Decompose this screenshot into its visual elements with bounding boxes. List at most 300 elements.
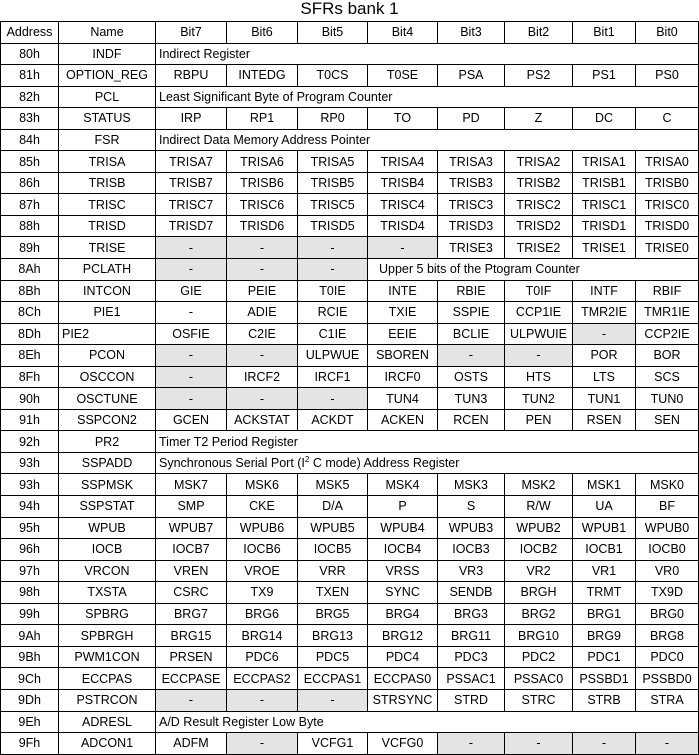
bit-cell: C (636, 108, 699, 130)
bit-cell: - (298, 237, 368, 259)
bit-cell: TRISD5 (298, 215, 368, 237)
bit-cell: PEIE (227, 280, 298, 302)
bit-cell: TO (368, 108, 438, 130)
table-row (1, 668, 699, 690)
bit-cell: - (505, 733, 573, 755)
bit-cell: - (438, 345, 505, 367)
bit-cell: IOCB1 (573, 539, 636, 561)
address-cell: 88h (1, 215, 59, 237)
register-name-cell: OSCTUNE (59, 388, 156, 410)
address-cell: 9Ah (1, 625, 59, 647)
bit-cell: - (156, 237, 227, 259)
bit-cell: TRMT (573, 582, 636, 604)
table-row (1, 474, 699, 496)
bit-cell: BRG15 (156, 625, 227, 647)
bit-cell: S (438, 496, 505, 518)
register-name-cell: OPTION_REG (59, 65, 156, 87)
bit-cell: TRISC3 (438, 194, 505, 216)
bit-cell: PDC4 (368, 646, 438, 668)
bit-cell: D/A (298, 496, 368, 518)
bit-cell: TRISD7 (156, 215, 227, 237)
bit-cell: WPUB7 (156, 517, 227, 539)
bit-cell: VR2 (505, 560, 573, 582)
bit-cell: TRISA0 (636, 151, 699, 173)
register-description: Indirect Data Memory Address Pointer (156, 129, 699, 151)
bit-cell: SMP (156, 496, 227, 518)
bit-cell: TRISB4 (368, 172, 438, 194)
bit-cell: GIE (156, 280, 227, 302)
bit-cell: MSK3 (438, 474, 505, 496)
table-row (1, 237, 699, 259)
bit-cell: VRSS (368, 560, 438, 582)
bit-cell: TRISE3 (438, 237, 505, 259)
bit-cell: LTS (573, 366, 636, 388)
bit-cell: BRG13 (298, 625, 368, 647)
bit-cell: PDC6 (227, 646, 298, 668)
bit-cell: BRG5 (298, 603, 368, 625)
bit-cell: SEN (636, 409, 699, 431)
bit-cell: - (156, 689, 227, 711)
table-row (1, 517, 699, 539)
bit-cell: RP0 (298, 108, 368, 130)
bit-cell: SSPIE (438, 302, 505, 324)
column-header: Name (59, 22, 156, 44)
bit-cell: PDC3 (438, 646, 505, 668)
table-row (1, 409, 699, 431)
column-header: Bit3 (438, 22, 505, 44)
bit-cell: GCEN (156, 409, 227, 431)
column-header: Bit6 (227, 22, 298, 44)
address-cell: 8Bh (1, 280, 59, 302)
table-row (1, 366, 699, 388)
bit-cell: TXIE (368, 302, 438, 324)
table-row (1, 689, 699, 711)
table-row (1, 388, 699, 410)
bit-cell: BRG8 (636, 625, 699, 647)
bit-cell: BRG9 (573, 625, 636, 647)
table-row (1, 215, 699, 237)
bit-cell: PDC1 (573, 646, 636, 668)
bit-cell: IOCB2 (505, 539, 573, 561)
bit-cell: ACKEN (368, 409, 438, 431)
bit-cell: - (298, 388, 368, 410)
bit-cell: TRISE1 (573, 237, 636, 259)
bit-cell: RCIE (298, 302, 368, 324)
bit-cell: TRISB6 (227, 172, 298, 194)
bit-cell: PSSAC0 (505, 668, 573, 690)
bit-cell: SYNC (368, 582, 438, 604)
bit-cell: - (636, 733, 699, 755)
table-row (1, 625, 699, 647)
bit-cell: MSK6 (227, 474, 298, 496)
page-title: SFRs bank 1 (300, 0, 399, 18)
bit-cell: ECCPAS0 (368, 668, 438, 690)
bit-cell: RCEN (438, 409, 505, 431)
register-name-cell: PSTRCON (59, 689, 156, 711)
bit-cell: TRISC5 (298, 194, 368, 216)
address-cell: 81h (1, 65, 59, 87)
bit-cell: TRISB1 (573, 172, 636, 194)
bit-cell: - (156, 366, 227, 388)
bit-cell: RSEN (573, 409, 636, 431)
bit-cell: IRP (156, 108, 227, 130)
bit-cell: MSK0 (636, 474, 699, 496)
bit-cell: SENDB (438, 582, 505, 604)
register-name-cell: SPBRGH (59, 625, 156, 647)
bit-cell: TRISD0 (636, 215, 699, 237)
register-name-cell: TRISA (59, 151, 156, 173)
bit-cell: BRG0 (636, 603, 699, 625)
bit-cell: PSSAC1 (438, 668, 505, 690)
bit-cell: T0CS (298, 65, 368, 87)
table-row (1, 582, 699, 604)
bit-cell: T0SE (368, 65, 438, 87)
register-name-cell: VRCON (59, 560, 156, 582)
bit-cell: BCLIE (438, 323, 505, 345)
bit-cell: PS2 (505, 65, 573, 87)
register-name-cell: PR2 (59, 431, 156, 453)
address-cell: 8Dh (1, 323, 59, 345)
bit-cell: TRISD3 (438, 215, 505, 237)
table-row (1, 302, 699, 324)
address-cell: 93h (1, 474, 59, 496)
bit-cell: T0IF (505, 280, 573, 302)
table-row (1, 560, 699, 582)
table-row (1, 733, 699, 755)
bit-cell: TXEN (298, 582, 368, 604)
bit-cell: T0IE (298, 280, 368, 302)
bit-cell: TRISC0 (636, 194, 699, 216)
bit-cell: WPUB0 (636, 517, 699, 539)
address-cell: 94h (1, 496, 59, 518)
register-name-cell: TXSTA (59, 582, 156, 604)
address-cell: 84h (1, 129, 59, 151)
bit-cell: PD (438, 108, 505, 130)
bit-cell: ECCPASE (156, 668, 227, 690)
bit-cell: ADIE (227, 302, 298, 324)
address-cell: 9Fh (1, 733, 59, 755)
table-row (1, 539, 699, 561)
bit-cell: RBIF (636, 280, 699, 302)
bit-cell: TRISD1 (573, 215, 636, 237)
bit-cell: PRSEN (156, 646, 227, 668)
address-cell: 86h (1, 172, 59, 194)
table-row (1, 711, 699, 733)
column-header: Bit5 (298, 22, 368, 44)
register-description: Synchronous Serial Port ($I^2$ C mode) Address Register (156, 452, 699, 474)
table-row (1, 646, 699, 668)
bit-cell: TRISC1 (573, 194, 636, 216)
address-cell: 8Eh (1, 345, 59, 367)
bit-cell: TRISE0 (636, 237, 699, 259)
address-cell: 98h (1, 582, 59, 604)
table-row (1, 43, 699, 65)
bit-cell: TRISB2 (505, 172, 573, 194)
bit-cell: - (156, 302, 227, 324)
bit-cell: ACKSTAT (227, 409, 298, 431)
bit-cell: VROE (227, 560, 298, 582)
bit-cell: PDC2 (505, 646, 573, 668)
bit-cell: WPUB2 (505, 517, 573, 539)
register-name-cell: OSCCON (59, 366, 156, 388)
bit-cell: PSSBD1 (573, 668, 636, 690)
bit-cell: BRGH (505, 582, 573, 604)
bit-cell: DC (573, 108, 636, 130)
bit-cell: VREN (156, 560, 227, 582)
table-row (1, 129, 699, 151)
bit-cell: C2IE (227, 323, 298, 345)
bit-cell: INTE (368, 280, 438, 302)
bit-cell: TRISA2 (505, 151, 573, 173)
register-name-cell: INTCON (59, 280, 156, 302)
bit-cell: TRISC7 (156, 194, 227, 216)
address-cell: 83h (1, 108, 59, 130)
address-cell: 8Ah (1, 259, 59, 281)
table-row (1, 323, 699, 345)
bit-cell: - (438, 733, 505, 755)
table-row (1, 259, 699, 281)
bit-cell: - (573, 323, 636, 345)
superscript: 2 (304, 455, 310, 465)
bit-cell: - (156, 388, 227, 410)
bit-cell: TX9D (636, 582, 699, 604)
bit-cell: TUN2 (505, 388, 573, 410)
register-name-cell: WPUB (59, 517, 156, 539)
address-cell: 82h (1, 86, 59, 108)
register-description: Timer T2 Period Register (156, 431, 699, 453)
register-name-cell: TRISE (59, 237, 156, 259)
bit-cell: STRSYNC (368, 689, 438, 711)
bit-cell: BRG4 (368, 603, 438, 625)
bit-cell: - (298, 259, 368, 281)
bit-cell: - (227, 237, 298, 259)
column-header: Bit2 (505, 22, 573, 44)
bit-cell: BRG12 (368, 625, 438, 647)
bit-cell: WPUB6 (227, 517, 298, 539)
bit-cell: EEIE (368, 323, 438, 345)
bit-cell: - (505, 345, 573, 367)
register-name-cell: PIE2 (59, 323, 156, 345)
bit-cell: STRC (505, 689, 573, 711)
column-header: Address (1, 22, 59, 44)
address-cell: 90h (1, 388, 59, 410)
bit-cell: SBOREN (368, 345, 438, 367)
bit-cell: HTS (505, 366, 573, 388)
register-name-cell: STATUS (59, 108, 156, 130)
bit-cell: TRISA1 (573, 151, 636, 173)
table-row (1, 280, 699, 302)
column-header: Bit1 (573, 22, 636, 44)
bit-cell: TRISB0 (636, 172, 699, 194)
bit-cell: ECCPAS1 (298, 668, 368, 690)
bit-cell: TRISC2 (505, 194, 573, 216)
address-cell: 89h (1, 237, 59, 259)
bit-cell: - (227, 733, 298, 755)
bit-cell: IOCB0 (636, 539, 699, 561)
address-cell: 97h (1, 560, 59, 582)
bit-cell: - (573, 733, 636, 755)
bit-cell: ADFM (156, 733, 227, 755)
bit-cell: TUN0 (636, 388, 699, 410)
bit-cell: - (156, 345, 227, 367)
bit-cell: IRCF0 (368, 366, 438, 388)
bit-cell: TMR2IE (573, 302, 636, 324)
bit-cell: BRG14 (227, 625, 298, 647)
bit-cell: TRISA5 (298, 151, 368, 173)
address-cell: 85h (1, 151, 59, 173)
bit-cell: TRISC4 (368, 194, 438, 216)
bit-cell: INTEDG (227, 65, 298, 87)
bit-cell: TRISB3 (438, 172, 505, 194)
bit-cell: PEN (505, 409, 573, 431)
bit-cell: WPUB5 (298, 517, 368, 539)
bit-cell: TUN1 (573, 388, 636, 410)
register-name-cell: ECCPAS (59, 668, 156, 690)
bit-cell: TRISA6 (227, 151, 298, 173)
column-header: Bit7 (156, 22, 227, 44)
bit-cell: - (156, 259, 227, 281)
bit-cell: IOCB6 (227, 539, 298, 561)
bit-cell: TUN4 (368, 388, 438, 410)
address-cell: 99h (1, 603, 59, 625)
register-name-cell: SSPCON2 (59, 409, 156, 431)
bit-cell: STRB (573, 689, 636, 711)
register-description: Upper 5 bits of the Ptogram Counter (368, 259, 699, 281)
bit-cell: TRISD6 (227, 215, 298, 237)
bit-cell: VCFG1 (298, 733, 368, 755)
address-cell: 9Bh (1, 646, 59, 668)
address-cell: 9Ch (1, 668, 59, 690)
bit-cell: UA (573, 496, 636, 518)
bit-cell: WPUB3 (438, 517, 505, 539)
bit-cell: MSK7 (156, 474, 227, 496)
sfr-table-body (1, 22, 699, 755)
register-name-cell: PIE1 (59, 302, 156, 324)
bit-cell: BRG7 (156, 603, 227, 625)
register-description: A/D Result Register Low Byte (156, 711, 699, 733)
table-row (1, 108, 699, 130)
register-name-cell: PCLATH (59, 259, 156, 281)
table-row (1, 345, 699, 367)
bit-cell: VR3 (438, 560, 505, 582)
bit-cell: TRISA7 (156, 151, 227, 173)
bit-cell: TUN3 (438, 388, 505, 410)
address-cell: 91h (1, 409, 59, 431)
sfr-table (0, 21, 699, 755)
bit-cell: VR0 (636, 560, 699, 582)
register-name-cell: TRISD (59, 215, 156, 237)
bit-cell: - (298, 689, 368, 711)
bit-cell: - (227, 345, 298, 367)
bit-cell: PS0 (636, 65, 699, 87)
bit-cell: CSRC (156, 582, 227, 604)
bit-cell: BRG3 (438, 603, 505, 625)
table-row (1, 86, 699, 108)
bit-cell: PDC0 (636, 646, 699, 668)
table-row (1, 452, 699, 474)
register-name-cell: SSPMSK (59, 474, 156, 496)
bit-cell: RBIE (438, 280, 505, 302)
register-name-cell: PCL (59, 86, 156, 108)
bit-cell: - (368, 237, 438, 259)
column-header: Bit0 (636, 22, 699, 44)
bit-cell: IRCF1 (298, 366, 368, 388)
bit-cell: BRG10 (505, 625, 573, 647)
bit-cell: Z (505, 108, 573, 130)
address-cell: 95h (1, 517, 59, 539)
address-cell: 93h (1, 452, 59, 474)
address-cell: 96h (1, 539, 59, 561)
bit-cell: CCP1IE (505, 302, 573, 324)
bit-cell: PDC5 (298, 646, 368, 668)
bit-cell: VRR (298, 560, 368, 582)
register-name-cell: TRISB (59, 172, 156, 194)
table-row (1, 431, 699, 453)
bit-cell: BRG6 (227, 603, 298, 625)
register-description: Indirect Register (156, 43, 699, 65)
bit-cell: VR1 (573, 560, 636, 582)
register-name-cell: ADCON1 (59, 733, 156, 755)
bit-cell: OSTS (438, 366, 505, 388)
bit-cell: TRISD4 (368, 215, 438, 237)
bit-cell: OSFIE (156, 323, 227, 345)
register-name-cell: PWM1CON (59, 646, 156, 668)
bit-cell: CKE (227, 496, 298, 518)
bit-cell: VCFG0 (368, 733, 438, 755)
bit-cell: BRG11 (438, 625, 505, 647)
register-name-cell: SPBRG (59, 603, 156, 625)
address-cell: 9Dh (1, 689, 59, 711)
bit-cell: STRD (438, 689, 505, 711)
bit-cell: BRG1 (573, 603, 636, 625)
bit-cell: WPUB4 (368, 517, 438, 539)
bit-cell: - (227, 689, 298, 711)
bit-cell: BOR (636, 345, 699, 367)
table-row (1, 194, 699, 216)
bit-cell: TRISD2 (505, 215, 573, 237)
header-row (1, 22, 699, 44)
bit-cell: INTF (573, 280, 636, 302)
bit-cell: - (227, 259, 298, 281)
bit-cell: STRA (636, 689, 699, 711)
bit-cell: ULPWUIE (505, 323, 573, 345)
bit-cell: TRISC6 (227, 194, 298, 216)
bit-cell: P (368, 496, 438, 518)
table-row (1, 172, 699, 194)
register-name-cell: ADRESL (59, 711, 156, 733)
bit-cell: TRISA3 (438, 151, 505, 173)
address-cell: 87h (1, 194, 59, 216)
register-name-cell: INDF (59, 43, 156, 65)
bit-cell: RP1 (227, 108, 298, 130)
table-row (1, 603, 699, 625)
register-name-cell: SSPADD (59, 452, 156, 474)
register-name-cell: FSR (59, 129, 156, 151)
bit-cell: - (227, 388, 298, 410)
bit-cell: IOCB5 (298, 539, 368, 561)
bit-cell: TRISE2 (505, 237, 573, 259)
bit-cell: BF (636, 496, 699, 518)
register-name-cell: IOCB (59, 539, 156, 561)
table-row (1, 496, 699, 518)
bit-cell: TRISB7 (156, 172, 227, 194)
bit-cell: TRISB5 (298, 172, 368, 194)
bit-cell: ACKDT (298, 409, 368, 431)
register-description: Least Significant Byte of Program Counter (156, 86, 699, 108)
bit-cell: RBPU (156, 65, 227, 87)
address-cell: 9Eh (1, 711, 59, 733)
address-cell: 80h (1, 43, 59, 65)
